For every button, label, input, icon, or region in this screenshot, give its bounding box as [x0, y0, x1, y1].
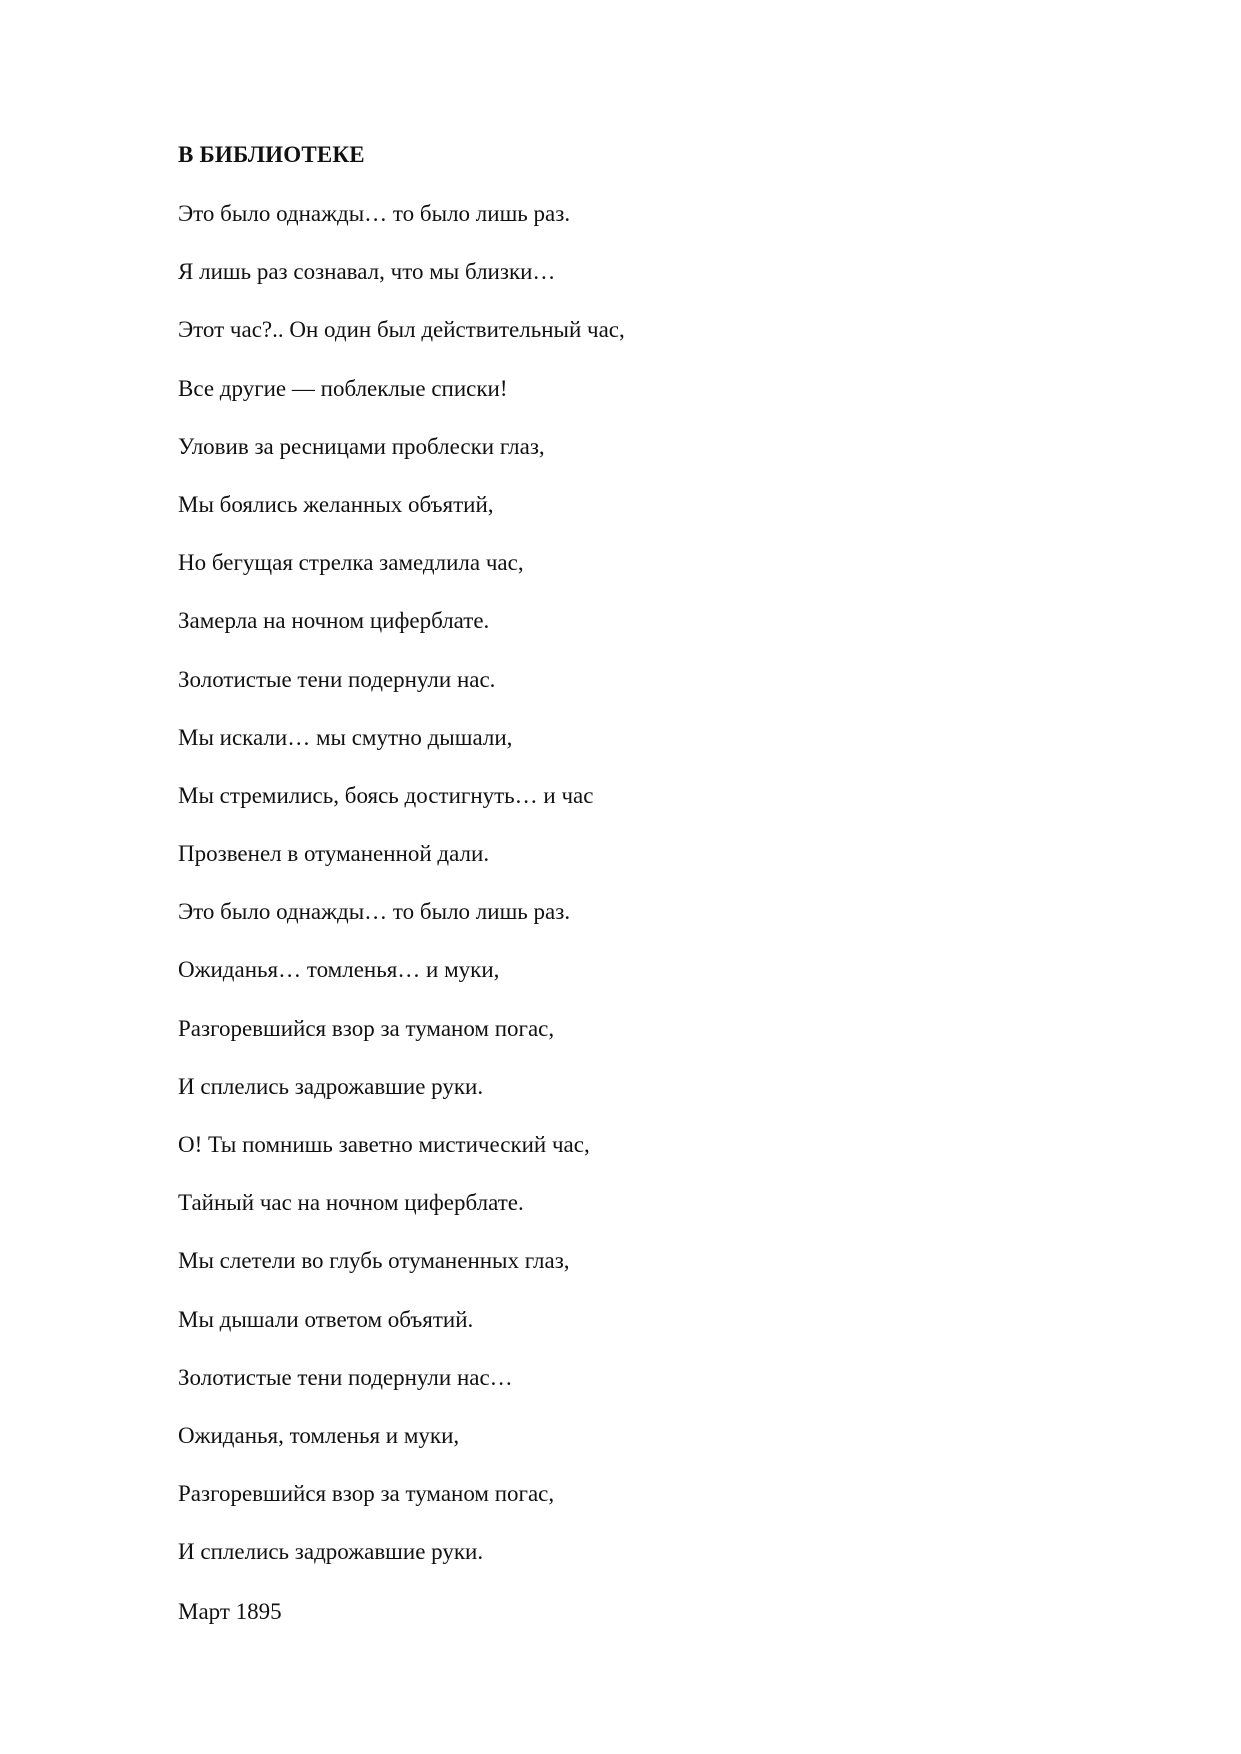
poem-line: О! Ты помнишь заветно мистический час,: [178, 1132, 590, 1157]
poem-line: Я лишь раз сознавал, что мы близки…: [178, 259, 556, 285]
poem-line: Уловив за ресницами проблески глаз,: [178, 433, 545, 459]
poem-line: И сплелись задрожавшие руки.: [178, 1539, 484, 1565]
poem-line: Но бегущая стрелка замедлила час,: [178, 550, 524, 576]
poem-line: Мы слетели во глубь отуманенных глаз,: [178, 1248, 570, 1274]
poem-title: В БИБЛИОТЕКЕ: [178, 142, 365, 167]
poem-line: Тайный час на ночном циферблате.: [178, 1190, 524, 1216]
poem-line: Мы боялись желанных объятий,: [178, 491, 494, 517]
poem-line: Разгоревшийся взор за туманом погас,: [178, 1015, 555, 1041]
poem-line: Это было однажды… то было лишь раз.: [178, 201, 571, 226]
poem-line: Разгоревшийся взор за туманом погас,: [178, 1481, 555, 1507]
poem-line: Золотистые тени подернули нас.: [178, 666, 496, 692]
poem-line: Ожиданья, томленья и муки,: [178, 1422, 460, 1448]
poem-line: Мы дышали ответом объятий.: [178, 1306, 474, 1332]
poem-line: Ожиданья… томленья… и муки,: [178, 957, 500, 983]
poem-line: Это было однажды… то было лишь раз.: [178, 899, 571, 925]
poem-line: Мы искали… мы смутно дышали,: [178, 724, 513, 750]
poem-body: [178, 199, 625, 1596]
poem-line: Все другие — поблеклые списки!: [178, 375, 508, 401]
poem-line: Этот час?.. Он один был действительный час,: [178, 317, 625, 343]
poem-line: Мы стремились, боясь достигнуть… и час: [178, 782, 594, 808]
poem-line: Золотистые тени подернули нас…: [178, 1364, 513, 1390]
poem-date: Март 1895: [178, 1599, 282, 1624]
poem-line: Замерла на ночном циферблате.: [178, 608, 490, 634]
poem-line: Прозвенел в отуманенной дали.: [178, 841, 490, 867]
poem-line: И сплелись задрожавшие руки.: [178, 1073, 484, 1099]
